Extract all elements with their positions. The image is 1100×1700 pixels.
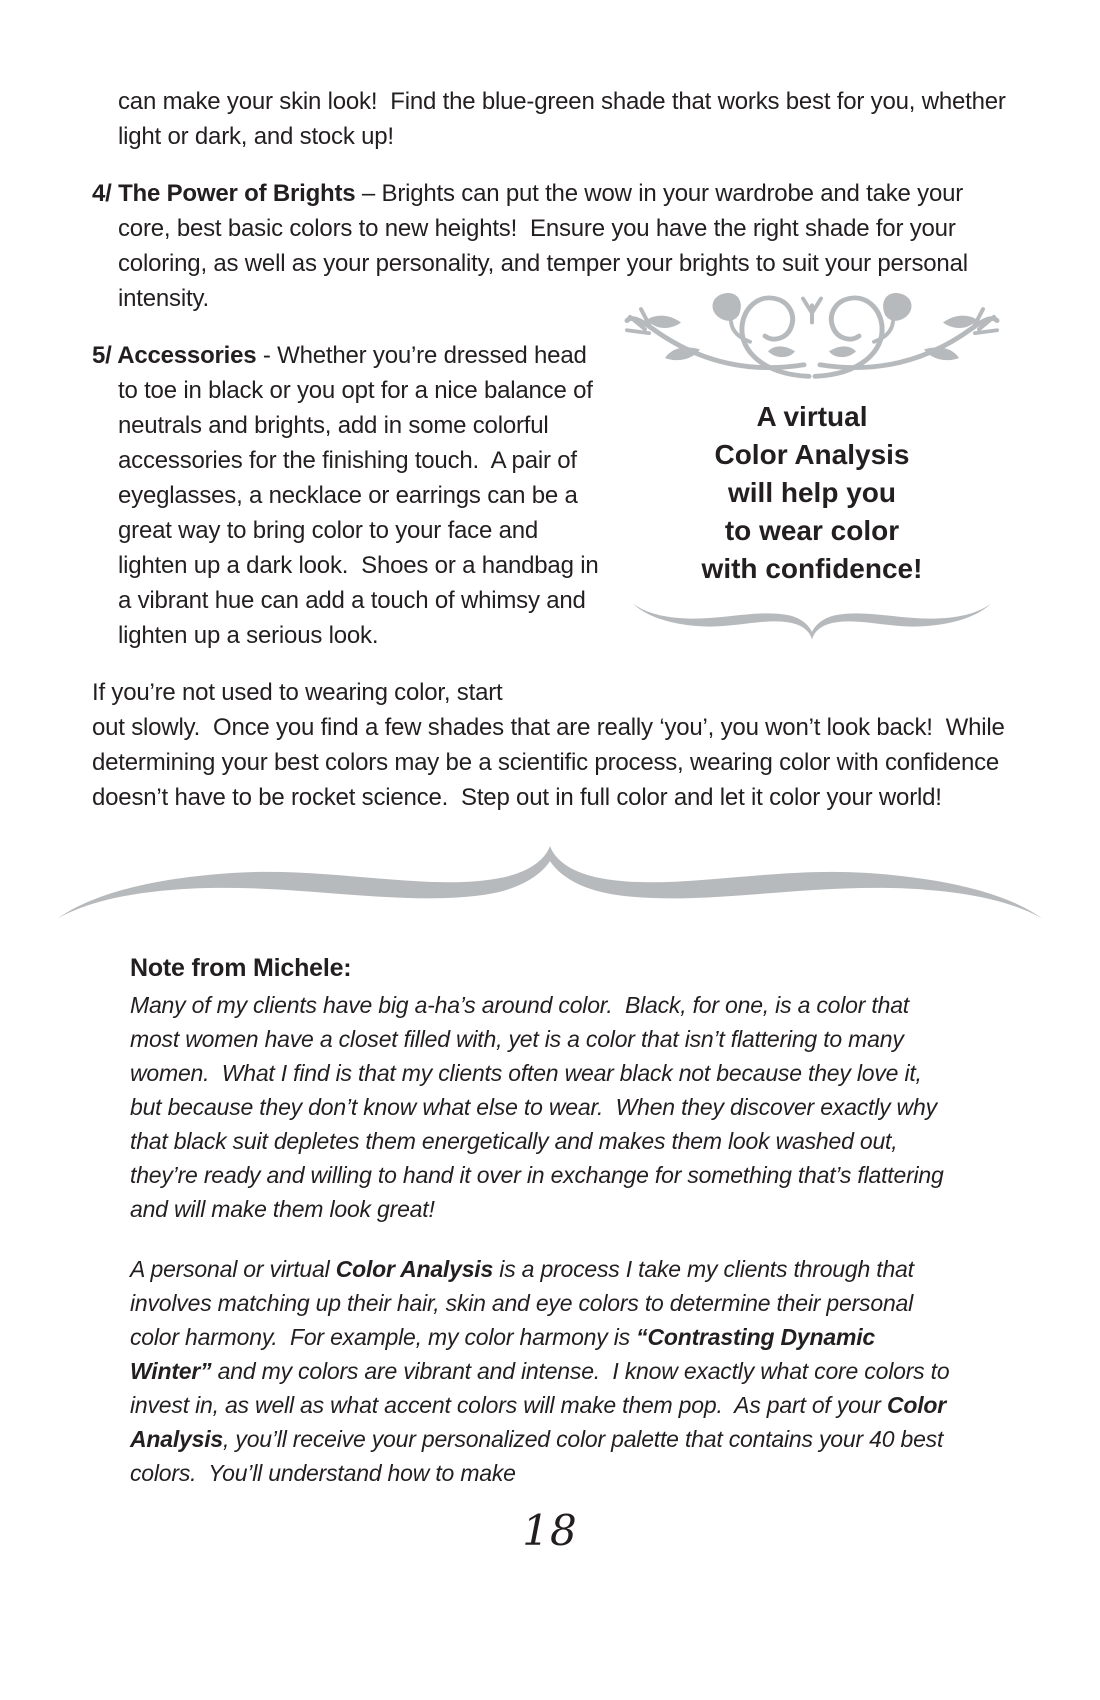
note-paragraph-1: Many of my clients have big a-ha’s around color. Black, for one, is a color that most women have a closet filled with, yet is a color that isn’t flattering to many women. What I find is that my clients often wear black not because they love it, but because they don’t know what else to wear. When they discover exactly why that black suit depletes them energetically and makes them look washed out, they’re ready and willing to hand it over in exchange for something that’s flattering and will make them look great! [130,992,944,1222]
underbrace-icon [632,600,992,642]
callout-line: with confidence! [701,553,923,584]
callout-line: will help you [727,477,896,508]
callout-line: to wear color [724,515,900,546]
color-analysis-callout [616,288,1008,642]
tip-5-text: - Whether you’re dressed head to toe in black or you opt for a nice balance of neutrals and brights, add in some colorful accessories for the finishing touch. A pair of eyeglasses, a necklace or earrings can be a great way to bring color to your face and lighten up a dark look. Shoes or a handbag in a vibrant hue can add a touch of whimsy and lighten up a serious look. [118,342,599,649]
note-segment: and my colors are vibrant and intense. I know exactly what core colors to invest in, as well as what accent colors will make them pop. As part of your [130,1358,950,1418]
note-paragraph-2 [130,1252,952,1490]
intro-text: can make your skin look! Find the blue-green shade that works best for you, whether light or dark, and stock up! [118,88,1006,150]
note-from-michele [130,951,952,1490]
note-heading: Note from Michele: [130,954,352,982]
note-segment: , you’ll receive your personalized color palette that contains your 40 best colors. You’ll understand how to make [130,1426,944,1486]
note-segment-bold: Color Analysis [130,1392,946,1452]
note-segment-bold: “Contrasting Dynamic Winter” [130,1324,875,1384]
note-segment-bold: Color Analysis [335,1256,494,1282]
note-segment: A personal or virtual [130,1256,336,1282]
closing-first-line: If you’re not used to wearing color, start [92,679,503,706]
callout-text [616,398,1008,588]
overbrace-icon [56,841,1044,925]
page-number: 18 [522,1506,578,1555]
callout-line: A virtual [756,401,868,432]
page-content [0,0,1100,815]
closing-rest: out slowly. Once you find a few shades that are really ‘you’, you won’t look back! While determining your best colors may be a scientific process, wearing color with confidence doesn’t have to be rocket science. Step out in full color and let it color your world! [92,714,1005,811]
closing-paragraph [92,675,1008,815]
floral-flourish-icon [622,288,1002,384]
tip-4-text: – Brights can put the wow in your wardrobe and take your core, best basic colors to new heights! Ensure you have the right shade for your coloring, as well as your personality, and temper your brights to suit your personal intensity. [118,180,968,312]
callout-line: Color Analysis [714,439,910,470]
note-segment: is a process I take my clients through that involves matching up their hair, skin and eye colors to determine their personal color harmony. For example, my color harmony is [130,1256,914,1350]
tip-4-label: 4/ The Power of Brights [92,180,356,207]
intro-continuation-paragraph [118,84,1008,154]
tip-5-label: 5/ Accessories [92,342,257,369]
